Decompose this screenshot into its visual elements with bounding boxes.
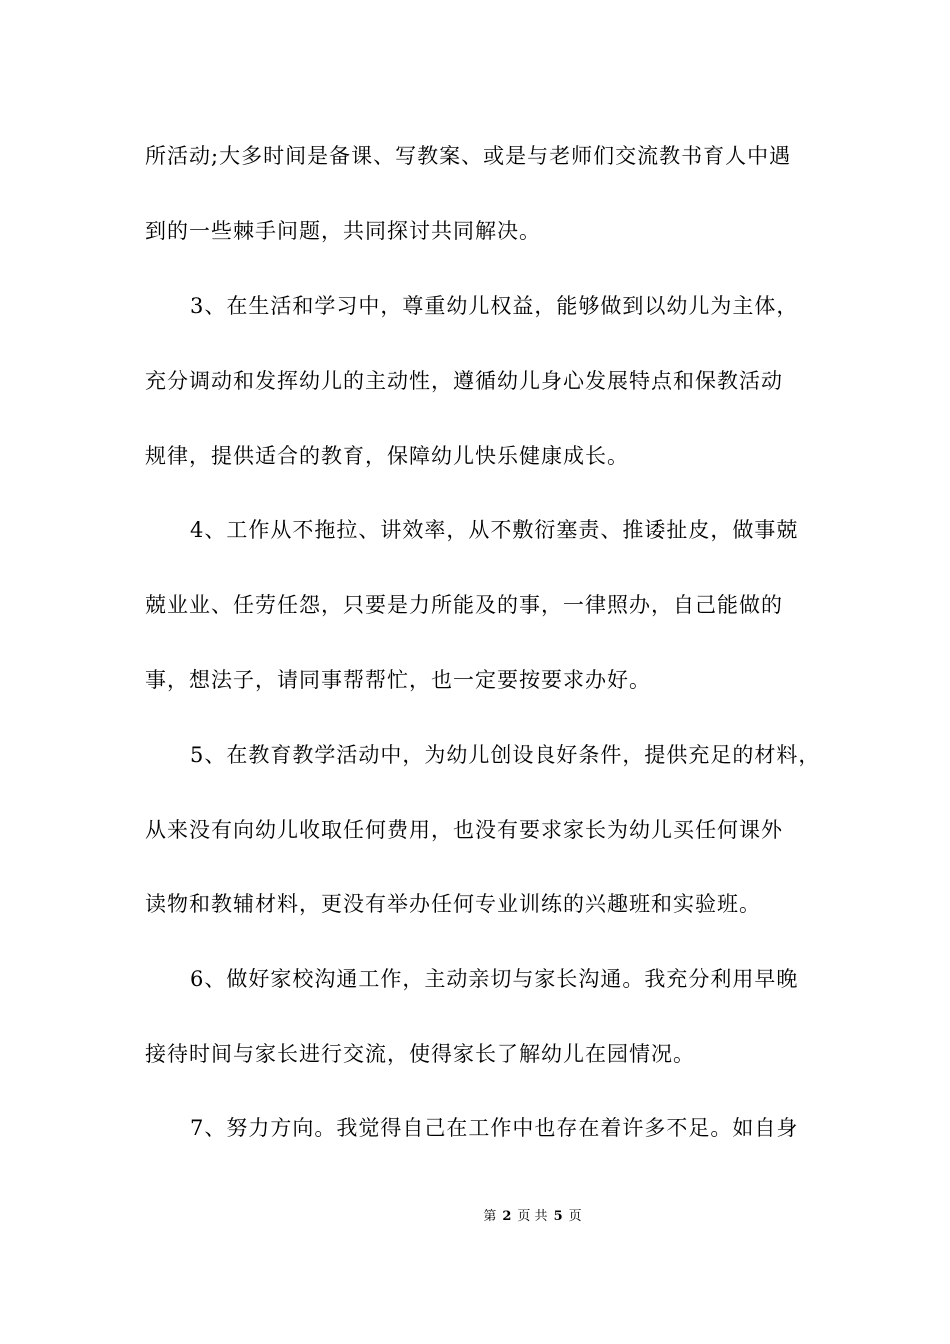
paragraph-5-start: 5、在教育教学活动中，为幼儿创设良好条件，提供充足的材料， — [190, 743, 821, 767]
paragraph-6-start: 6、做好家校沟通工作，主动亲切与家长沟通。我充分利用早晚 — [190, 967, 799, 991]
footer-middle: 页 共 — [517, 1209, 548, 1224]
text-line: 所活动;大多时间是备课、写教案、或是与老师们交流教书育人中遇 — [145, 144, 792, 168]
total-pages-number: 5 — [553, 1209, 563, 1224]
text-line: 充分调动和发挥幼儿的主动性，遵循幼儿身心发展特点和保教活动 — [145, 369, 783, 393]
text-line: 接待时间与家长进行交流，使得家长了解幼儿在园情况。 — [145, 1042, 695, 1066]
footer-suffix: 页 — [568, 1209, 582, 1224]
paragraph-3-start: 3、在生活和学习中，尊重幼儿权益，能够做到以幼儿为主体， — [190, 294, 799, 318]
text-line: 规律，提供适合的教育，保障幼儿快乐健康成长。 — [145, 444, 629, 468]
paragraph-7-start: 7、努力方向。我觉得自己在工作中也存在着许多不足。如自身 — [190, 1116, 799, 1140]
text-line: 事，想法子，请同事帮帮忙，也一定要按要求办好。 — [145, 668, 651, 692]
footer-prefix: 第 — [483, 1209, 497, 1224]
text-line: 从来没有向幼儿收取任何费用，也没有要求家长为幼儿买任何课外 — [145, 818, 783, 842]
page-footer — [0, 1208, 950, 1226]
paragraph-4-start: 4、工作从不拖拉、讲效率，从不敷衍塞责、推诿扯皮，做事兢 — [190, 518, 799, 542]
text-line: 到的一些棘手问题，共同探讨共同解决。 — [145, 219, 541, 243]
text-line: 兢业业、任劳任怨，只要是力所能及的事，一律照办，自己能做的 — [145, 593, 783, 617]
text-line: 读物和教辅材料，更没有举办任何专业训练的兴趣班和实验班。 — [145, 892, 761, 916]
current-page-number: 2 — [502, 1209, 512, 1224]
